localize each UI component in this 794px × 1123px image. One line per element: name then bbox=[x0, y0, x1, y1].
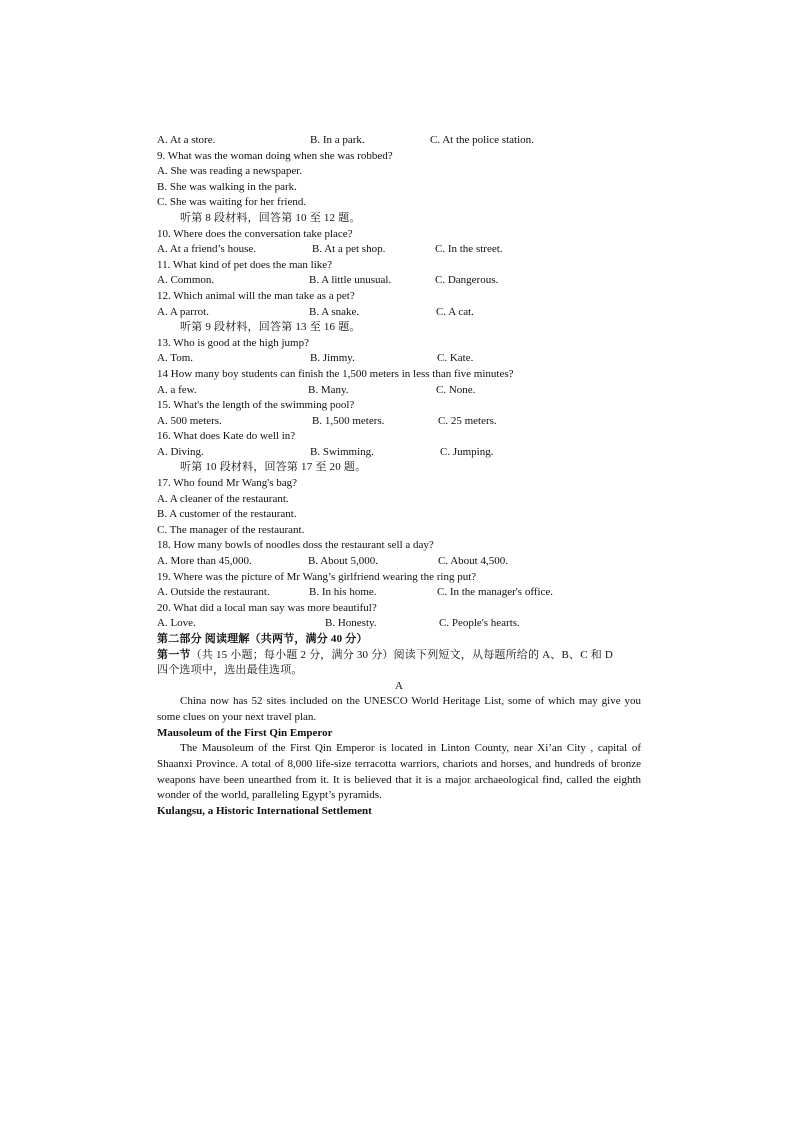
section-instruction-text: （共 15 小题；每小题 2 分，满分 30 分）阅读下列短文，从每题所给的 A、B、C 和 D bbox=[190, 648, 614, 661]
option-a: A. 500 meters. bbox=[157, 414, 222, 427]
question-line: 14 How many boy students can finish the 1,500 meters in less than five minutes? bbox=[157, 367, 514, 380]
option-b: B. Swimming. bbox=[310, 445, 374, 458]
option-b: B. At a pet shop. bbox=[312, 243, 386, 256]
option-c: C. None. bbox=[436, 383, 476, 396]
option-c: C. Dangerous. bbox=[435, 274, 499, 287]
question-line: 10. Where does the conversation take place? bbox=[157, 227, 353, 240]
option-c: C. 25 meters. bbox=[438, 414, 497, 427]
option-row bbox=[157, 554, 641, 570]
passage-title-mausoleum: Mausoleum of the First Qin Emperor bbox=[157, 726, 333, 739]
option-a: A. Tom. bbox=[157, 352, 194, 365]
option-row bbox=[157, 616, 641, 632]
question-line: 15. What's the length of the swimming pool? bbox=[157, 399, 355, 412]
option-c: C. At the police station. bbox=[430, 134, 534, 146]
passage-body-mausoleum: The Mausoleum of the First Qin Emperor is located in Linton County, near Xi’an City , capital of Shaanxi Province. A total of 8,000 life-size terracotta warriors, chariots and horses, and hundreds of bronze weapons have been unearthed from it. It is believed that it is a major archaeological find, called the eighth wonder of the world, paralleling Egypt’s pyramids. bbox=[157, 742, 641, 802]
option-row bbox=[157, 133, 641, 149]
exam-page bbox=[157, 133, 641, 820]
option-a: A. At a store. bbox=[157, 134, 216, 146]
passage-letter: A bbox=[395, 679, 403, 692]
question-line: 18. How many bowls of noodles doss the restaurant sell a day? bbox=[157, 539, 434, 552]
option-row bbox=[157, 273, 641, 289]
option-a: A. Love. bbox=[157, 617, 196, 630]
option-row bbox=[157, 585, 641, 601]
option-a: A. Outside the restaurant. bbox=[157, 586, 270, 599]
question-line: 9. What was the woman doing when she was robbed? bbox=[157, 149, 393, 162]
question-line: 11. What kind of pet does the man like? bbox=[157, 258, 333, 271]
option-b: B. A snake. bbox=[309, 305, 360, 318]
option-c: C. In the street. bbox=[435, 243, 503, 256]
question-line: C. She was waiting for her friend. bbox=[157, 196, 307, 209]
question-line: 20. What did a local man say was more beautiful? bbox=[157, 601, 377, 614]
option-c: C. A cat. bbox=[436, 305, 474, 318]
option-b: B. About 5,000. bbox=[308, 555, 378, 568]
option-row bbox=[157, 414, 641, 430]
question-line: A. She was reading a newspaper. bbox=[157, 165, 303, 178]
option-c: C. About 4,500. bbox=[438, 555, 508, 568]
passage-title-kulangsu: Kulangsu, a Historic International Settlement bbox=[157, 805, 372, 818]
option-a: A. Diving. bbox=[157, 445, 204, 458]
option-c: C. In the manager's office. bbox=[437, 586, 554, 599]
option-row bbox=[157, 305, 641, 321]
listening-section-instruction: 听第 10 段材料，回答第 17 至 20 题。 bbox=[180, 461, 367, 474]
section-label: 第一节 bbox=[157, 648, 191, 661]
question-line: 13. Who is good at the high jump? bbox=[157, 336, 309, 349]
option-c: C. Jumping. bbox=[440, 445, 494, 458]
option-row bbox=[157, 383, 641, 399]
question-line: A. A cleaner of the restaurant. bbox=[157, 492, 289, 505]
option-row bbox=[157, 242, 641, 258]
option-b: B. 1,500 meters. bbox=[312, 414, 385, 427]
option-c: C. People's hearts. bbox=[439, 617, 520, 630]
question-line: 12. Which animal will the man take as a pet? bbox=[157, 289, 355, 302]
question-line: B. A customer of the restaurant. bbox=[157, 508, 297, 521]
question-line: B. She was walking in the park. bbox=[157, 180, 297, 193]
option-b: B. Jimmy. bbox=[310, 352, 355, 365]
question-line: C. The manager of the restaurant. bbox=[157, 523, 305, 536]
listening-section-instruction: 听第 9 段材料，回答第 13 至 16 题。 bbox=[180, 321, 361, 334]
question-line: 17. Who found Mr Wang's bag? bbox=[157, 477, 298, 490]
passage-intro: China now has 52 sites included on the UNESCO World Heritage List, some of which may give you some clues on your next travel plan. bbox=[157, 695, 641, 724]
option-c: C. Kate. bbox=[437, 352, 474, 365]
section-instruction bbox=[157, 648, 641, 664]
option-b: B. Many. bbox=[308, 383, 349, 396]
option-a: A. a few. bbox=[157, 383, 197, 396]
listening-section-instruction: 听第 8 段材料，回答第 10 至 12 题。 bbox=[180, 211, 361, 224]
option-row bbox=[157, 445, 641, 461]
question-line: 19. Where was the picture of Mr Wang’s girlfriend wearing the ring put? bbox=[157, 570, 477, 583]
option-a: A. Common. bbox=[157, 274, 215, 287]
part-heading: 第二部分 阅读理解（共两节，满分 40 分） bbox=[157, 633, 368, 645]
option-b: B. In a park. bbox=[310, 134, 365, 146]
option-b: B. A little unusual. bbox=[309, 274, 392, 287]
question-line: 16. What does Kate do well in? bbox=[157, 430, 296, 443]
option-b: B. In his home. bbox=[309, 586, 377, 599]
option-b: B. Honesty. bbox=[325, 617, 377, 630]
option-a: A. A parrot. bbox=[157, 305, 209, 318]
questions-block bbox=[157, 133, 641, 694]
option-a: A. More than 45,000. bbox=[157, 555, 252, 568]
option-row bbox=[157, 351, 641, 367]
option-a: A. At a friend’s house. bbox=[157, 243, 256, 256]
section-instruction-cont: 四个选项中，选出最佳选项。 bbox=[157, 664, 303, 677]
